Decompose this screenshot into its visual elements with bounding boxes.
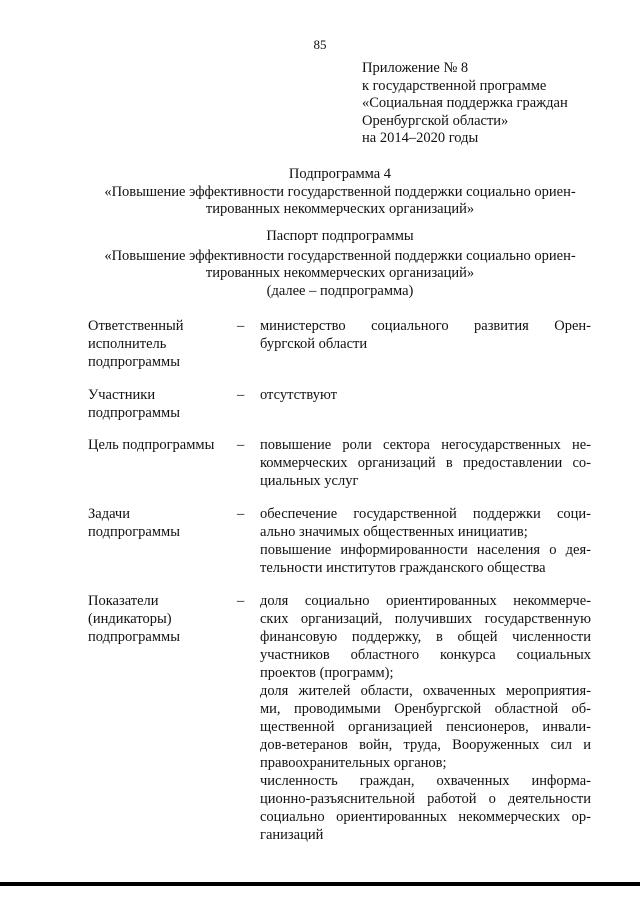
row-value-line: финансовую поддержку, в общей численности <box>260 629 591 645</box>
row-label-line: Цель подпрограммы <box>88 437 215 453</box>
row-label <box>88 592 233 646</box>
appendix-line: Приложение № 8 <box>362 60 469 76</box>
page-number: 85 <box>313 37 327 52</box>
passport-title-line: (далее – подпрограмма) <box>266 282 414 299</box>
appendix-line: к государственной программе <box>362 77 547 94</box>
row-label-line: подпрограммы <box>88 629 180 645</box>
row-dash: – <box>237 437 245 453</box>
row-value-line: отсутствуют <box>260 387 337 403</box>
row-value-line: социально ориентированных некоммерческих ор- <box>260 809 591 825</box>
bottom-scan-border <box>0 882 640 886</box>
row-dash: – <box>237 318 245 334</box>
passport-title <box>60 228 620 300</box>
row-value-line: обеспечение государственной поддержки соци- <box>260 506 591 522</box>
passport-title-line: тированных некоммерческих организаций» <box>205 265 475 281</box>
row-label-line: исполнитель <box>88 336 167 352</box>
row-dash: – <box>237 593 245 609</box>
passport-title-line: Паспорт подпрограммы <box>266 228 414 244</box>
row-label-line: Показатели <box>88 593 159 609</box>
row-label-line: подпрограммы <box>88 405 180 421</box>
row-value-line: повышение информированности населения о дея- <box>260 542 591 558</box>
row-value-line: участников областного конкурса социальных <box>260 647 591 663</box>
row-dash: – <box>237 506 245 522</box>
row-label <box>88 386 233 422</box>
row-value-line: правоохранительных органов; <box>260 755 447 771</box>
subprogram-title <box>60 166 620 219</box>
row-value-line: щественной организацией пенсионеров, инвали- <box>260 719 591 735</box>
row-value-line: доля социально ориентированных некоммерче- <box>260 593 591 609</box>
appendix-heading <box>362 60 632 148</box>
appendix-line: «Социальная поддержка граждан <box>362 95 568 111</box>
row-value-line: ционно-разъяснительной работой о деятельности <box>260 791 591 807</box>
row-value <box>260 592 591 844</box>
row-value <box>260 317 591 353</box>
row-value-line: бургской области <box>260 336 368 352</box>
appendix-line: Оренбургской области» <box>362 112 509 129</box>
row-label-line: подпрограммы <box>88 524 180 540</box>
row-value-line: тельности институтов гражданского общества <box>260 560 546 576</box>
subprogram-title-line: Подпрограмма 4 <box>288 166 392 182</box>
row-value-line: доля жителей области, охваченных мероприятия- <box>260 683 591 699</box>
row-label <box>88 317 233 371</box>
subprogram-title-line: тированных некоммерческих организаций» <box>205 201 475 217</box>
row-label-line: Задачи <box>88 506 130 522</box>
passport-title-line: «Повышение эффективности государственной поддержки социально ориен- <box>104 247 576 264</box>
row-label-line: Участники <box>88 387 156 403</box>
row-value-line: министерство социального развития Орен- <box>260 318 591 334</box>
row-label-line: (индикаторы) <box>88 611 172 627</box>
row-value-line: ми, проводимыми Оренбургской областной об- <box>260 701 591 717</box>
row-value <box>260 436 591 490</box>
row-value-line: ганизаций <box>260 827 324 843</box>
row-value-line: ских организаций, получивших государственную <box>260 611 591 627</box>
row-value-line: проектов (программ); <box>260 665 394 681</box>
row-value-line: циальных услуг <box>260 473 359 489</box>
subprogram-title-line: «Повышение эффективности государственной поддержки социально ориен- <box>104 183 576 200</box>
row-value-line: повышение роли сектора негосударственных не- <box>260 437 591 453</box>
row-value-line: ально значимых общественных инициатив; <box>260 524 528 540</box>
row-label <box>88 505 233 541</box>
row-label <box>88 436 233 454</box>
row-label-line: Ответственный <box>88 318 184 334</box>
row-value-line: дов-ветеранов войн, труда, Вооруженных сил и <box>260 737 591 753</box>
row-value-line: коммерческих организаций в предоставлении со- <box>260 455 591 471</box>
row-value-line: численность граждан, охваченных информа- <box>260 773 591 789</box>
appendix-line: на 2014–2020 годы <box>362 130 479 146</box>
row-label-line: подпрограммы <box>88 354 180 370</box>
row-dash: – <box>237 387 245 403</box>
row-value <box>260 386 591 404</box>
row-value <box>260 505 591 577</box>
